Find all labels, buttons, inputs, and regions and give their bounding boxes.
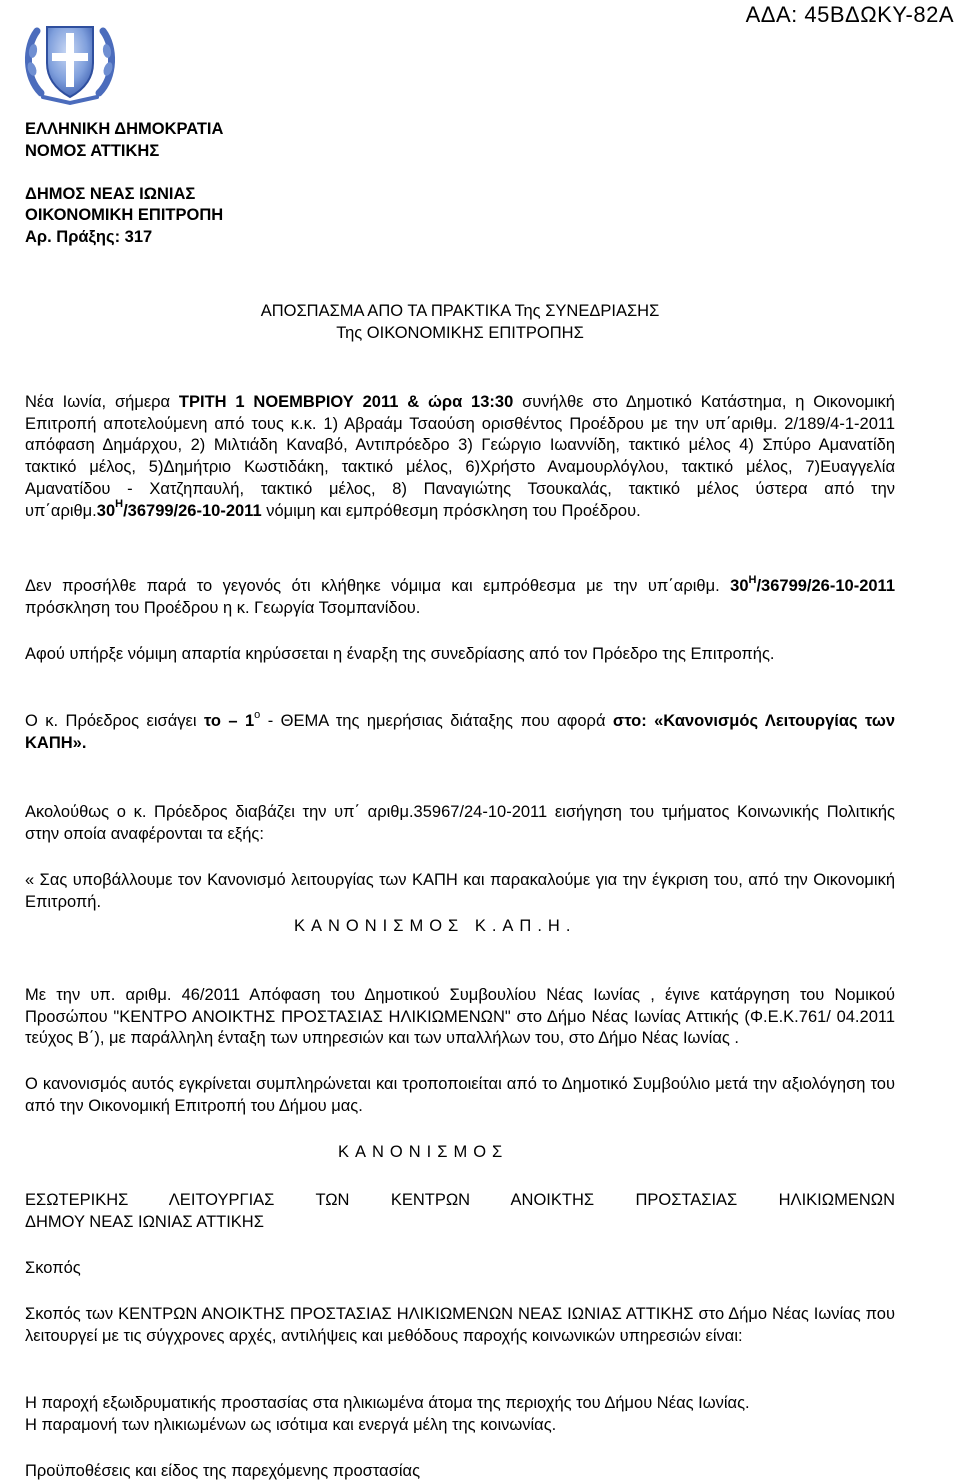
p2-invite-ref: /36799/26-10-2011 bbox=[756, 577, 895, 595]
paragraph-approval: Ο κανονισμός αυτός εγκρίνεται συμπληρώνεται και τροποποιείται από το Δημοτικό Συμβούλιο μετά την αξιολόγηση του από την Οικονομική Επιτροπή του Δήμου μας. bbox=[25, 1075, 895, 1115]
paragraph-abolition: Με την υπ. αριθμ. 46/2011 Απόφαση του Δημοτικού Συμβουλίου Νέας Ιωνίας , έγινε κατάργηση του Νομικού Προσώπου "ΚΕΝΤΡΟ ΑΝΟΙΚΤΗΣ ΠΡΟΣΤΑΣΙΑΣ ΗΛΙΚΙΩΜΕΝΩΝ" στο Δήμο Νέας Ιωνίας Αττικής (Φ.Ε.Κ.761/ 04.2011 τεύχος Β΄), με παράλληλη ένταξη των υπηρεσιών και των υπαλλήλων του, στο Δήμο Νέας Ιωνίας . bbox=[25, 986, 895, 1048]
header-line-committee: ΟΙΚΟΝΟΜΙΚΗ ΕΠΙΤΡΟΠΗ bbox=[25, 206, 224, 224]
p1-text-c: συνήλθε στο Δημοτικό Κατάστημα, η Οικονομική Επιτροπή αποτελούμενη από τους κ.κ. 1) Αβραάμ Τσαούση ορισθέντος Προέδρου με την υπ΄αριθμ. 2/189/4-1-2011 απόφαση Δημάρχου, 2) Μιλτιάδη Καναβό, Αντιπρόεδρο 3) Γεώργιο Ιωαννίδη, τακτικό μέλος 4) Σπύρο Αμανατίδη τακτικό μέλος, 5)Δημήτριο Κωστιδάκη, τακτικό μέλος, 6)Χρήστο Αναμουρλόγλου, τακτικό μέλος, 7)Ευαγγελία Αμανατίδου - Χατζηπαυλή, τακτικό μέλος, 8) Παναγιώτης Τσουκαλάς, τακτικό μέλος ύστερα από την υπ΄αριθμ. bbox=[25, 393, 895, 520]
internal-operation-line-1: ΕΣΩΤΕΡΙΚΗΣ ΛΕΙΤΟΥΡΓΙΑΣ ΤΩΝ ΚΕΝΤΡΩΝ ΑΝΟΙΚΤΗΣ ΠΡΟΣΤΑΣΙΑΣ ΗΛΙΚΙΩΜΕΝΩΝ bbox=[25, 1191, 895, 1209]
internal-operation-line-2: ΔΗΜΟΥ ΝΕΑΣ ΙΩΝΙΑΣ ΑΤΤΙΚΗΣ bbox=[25, 1212, 264, 1231]
greek-state-emblem-icon bbox=[21, 11, 119, 106]
title-line-2: Της ΟΙΚΟΝΟΜΙΚΗΣ ΕΠΙΤΡΟΠΗΣ bbox=[336, 323, 584, 342]
p1-text-g: νόμιμη και εμπρόθεσμη πρόσκληση του Προέδρου. bbox=[261, 501, 641, 520]
ada-code: ΑΔΑ: 45ΒΔΩΚΥ-82Α bbox=[745, 2, 954, 27]
header-line-municipality: ΔΗΜΟΣ ΝΕΑΣ ΙΩΝΙΑΣ bbox=[25, 184, 196, 203]
header-line-republic: ΕΛΛΗΝΙΚΗ ΔΗΜΟΚΡΑΤΙΑ bbox=[25, 120, 224, 138]
purpose-line-2: Η παραμονή των ηλικιωμένων ως ισότιμα και ενεργά μέλη της κοινωνίας. bbox=[25, 1415, 557, 1434]
paragraph-internal-operation bbox=[25, 1190, 895, 1233]
p1-invite-ref: /36799/26-10-2011 bbox=[123, 501, 262, 520]
p4-topic-title: στο: «Κανονισμός Λειτουργίας των ΚΑΠΗ». bbox=[25, 712, 896, 752]
p1-invite-number: 30 bbox=[96, 501, 116, 520]
title-line-1: ΑΠΟΣΠΑΣΜΑ ΑΠΟ ΤΑ ΠΡΑΚΤΙΚΑ Της ΣΥΝΕΔΡΙΑΣΗΣ bbox=[260, 302, 660, 320]
p2-text-a: Δεν προσήλθε παρά το γεγονός ότι κλήθηκε νόμιμα και εμπρόθεσμα με την υπ΄αριθμ. bbox=[25, 577, 731, 595]
document-title bbox=[25, 301, 895, 344]
p4-text-a: Ο κ. Πρόεδρος εισάγει bbox=[25, 712, 204, 730]
heading-regulation-kapi-text: ΚΑΝΟΝΙΣΜΟΣ Κ.ΑΠ.Η. bbox=[294, 917, 577, 935]
section-prerequisites-heading: Προϋποθέσεις και είδος της παρεχόμενης προστασίας bbox=[25, 1462, 421, 1480]
p1-text-a: Νέα Ιωνία, σήμερα bbox=[25, 393, 179, 411]
paragraph-agenda bbox=[25, 708, 896, 754]
paragraph-purpose: Σκοπός των ΚΕΝΤΡΩΝ ΑΝΟΙΚΤΗΣ ΠΡΟΣΤΑΣΙΑΣ ΗΛΙΚΙΩΜΕΝΩΝ ΝΕΑΣ ΙΩΝΙΑΣ ΑΤΤΙΚΗΣ στο Δήμο Νέας Ιωνίας που λειτουργεί με τις σύγχρονες αρχές, αντιλήψεις και μεθόδους παροχής κοινωνικών υπηρεσιών είναι: bbox=[25, 1305, 895, 1345]
p1-date-time: ΤΡΙΤΗ 1 ΝΟΕΜΒΡΙΟΥ 2011 & ώρα 13:30 bbox=[178, 393, 514, 411]
p2-invite-number: 30 bbox=[730, 577, 749, 595]
p2-superscript: Η bbox=[748, 573, 757, 586]
paragraph-quorum: Αφού υπήρξε νόμιμη απαρτία κηρύσσεται η έναρξη της συνεδρίασης από τον Πρόεδρο της Επιτροπής. bbox=[25, 645, 775, 663]
header-line-prefecture: ΝΟΜΟΣ ΑΤΤΙΚΗΣ bbox=[25, 141, 160, 160]
p4-superscript: ο bbox=[254, 708, 261, 721]
p4-topic-number: το – 1 bbox=[203, 712, 255, 730]
heading-regulation-kapi bbox=[25, 916, 626, 938]
paragraph-absence bbox=[25, 573, 895, 619]
paragraph-attendance bbox=[25, 392, 895, 522]
heading-regulation-text: ΚΑΝΟΝΙΣΜΟΣ bbox=[338, 1143, 509, 1161]
section-purpose-heading: Σκοπός bbox=[25, 1259, 81, 1277]
paragraph-submission: « Σας υποβάλλουμε τον Κανονισμό λειτουργίας των ΚΑΠΗ και παρακαλούμε για την έγκριση του, από την Οικονομική Επιτροπή. bbox=[25, 871, 895, 911]
paragraph-purpose-list bbox=[25, 1393, 895, 1436]
purpose-line-1: Η παροχή εξωιδρυματικής προστασίας στα ηλικιωμένα άτομα της περιοχής του Δήμου Νέας Ιωνίας. bbox=[25, 1394, 750, 1412]
organization-header bbox=[25, 119, 895, 248]
p1-superscript: Η bbox=[115, 498, 124, 511]
p4-text-d: - ΘΕΜΑ της ημερήσιας διάταξης που αφορά bbox=[260, 712, 613, 730]
paragraph-reading: Ακολούθως ο κ. Πρόεδρος διαβάζει την υπ΄ αριθμ.35967/24-10-2011 εισήγηση του τμήματος Κοινωνικής Πολιτικής στην οποία αναφέρονται τα εξής: bbox=[25, 803, 895, 843]
header-line-act-number: Αρ. Πράξης: 317 bbox=[25, 227, 153, 246]
p2-text-e: πρόσκληση του Προέδρου η κ. Γεωργία Τσομπανίδου. bbox=[25, 598, 421, 617]
heading-regulation bbox=[25, 1142, 582, 1164]
